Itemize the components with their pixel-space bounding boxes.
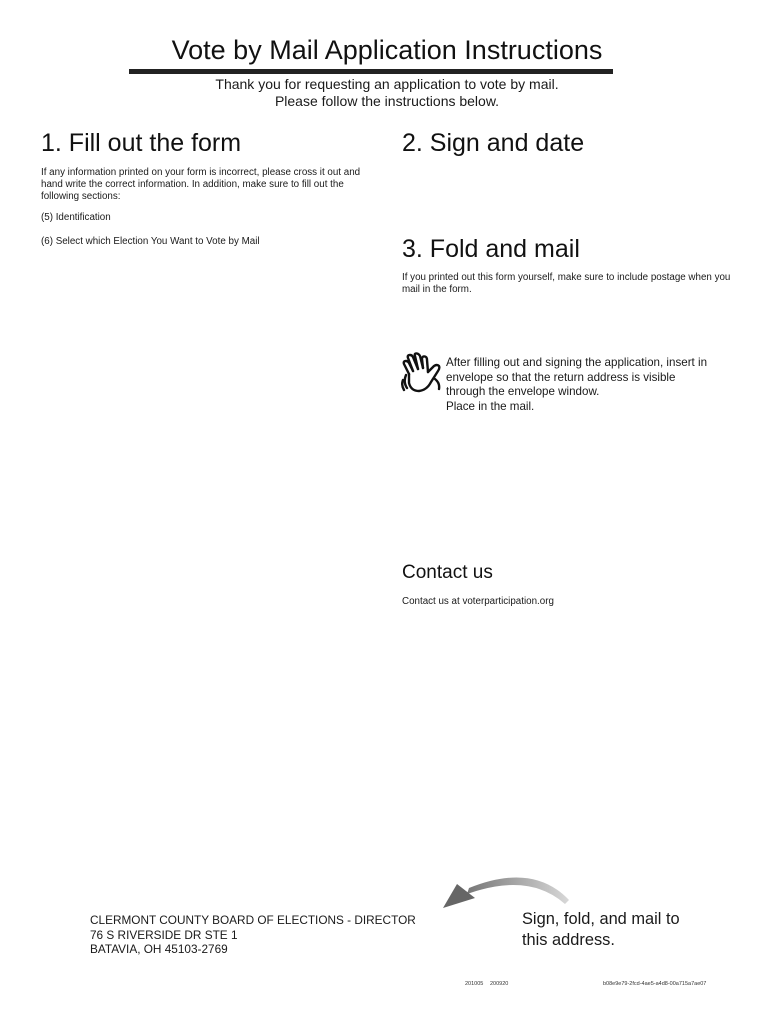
address-line-2: 76 S RIVERSIDE DR STE 1 [90,927,238,942]
intro-line-2: Please follow the instructions below. [274,93,500,109]
address-line-3: BATAVIA, OH 45103-2769 [90,942,228,957]
address-line-1: CLERMONT COUNTY BOARD OF ELECTIONS - DIRECTOR [90,913,416,927]
envelope-line-2: envelope so that the return address is visible [446,370,676,384]
envelope-line-1: After filling out and signing the application, insert in [446,356,708,369]
step3-heading: 3. Fold and mail [402,235,580,263]
footer-code-2: 200920 [490,981,509,987]
step2-heading: 2. Sign and date [402,129,585,157]
footer-code-1: 201005 [465,981,484,987]
sign-note-line-1: Sign, fold, and mail to [522,910,680,928]
envelope-line-3: through the envelope window. [446,385,600,399]
contact-heading: Contact us [402,562,493,583]
mailing-address [90,913,416,957]
intro-line-1: Thank you for requesting an application to vote by mail. [215,76,559,92]
step1-heading: 1. Fill out the form [41,129,242,157]
title-divider [129,69,613,74]
step1-item-identification: (5) Identification [41,212,111,223]
step1-item-election: (6) Select which Election You Want to Vote by Mail [41,236,260,247]
contact-text: Contact us at voterparticipation.org [402,596,554,607]
intro-text [0,76,768,110]
step3-text: If you printed out this form yourself, make sure to include postage when you mail in the form. [402,272,731,295]
sign-note-line-2: this address. [522,931,615,949]
page-title: Vote by Mail Application Instructions [171,35,603,65]
step1-text: If any information printed on your form is incorrect, please cross it out and hand write the correct information. In addition, make sure to fill out the following sections: [41,167,361,202]
hand-icon [401,352,443,396]
curved-arrow-icon [437,868,577,914]
footer-code-id: b08e9e79-2fcd-4ae5-a4d8-00a715a7ae07 [603,981,707,987]
sign-fold-mail-note [522,909,680,951]
envelope-line-4: Place in the mail. [446,399,535,413]
envelope-instructions [446,356,736,414]
